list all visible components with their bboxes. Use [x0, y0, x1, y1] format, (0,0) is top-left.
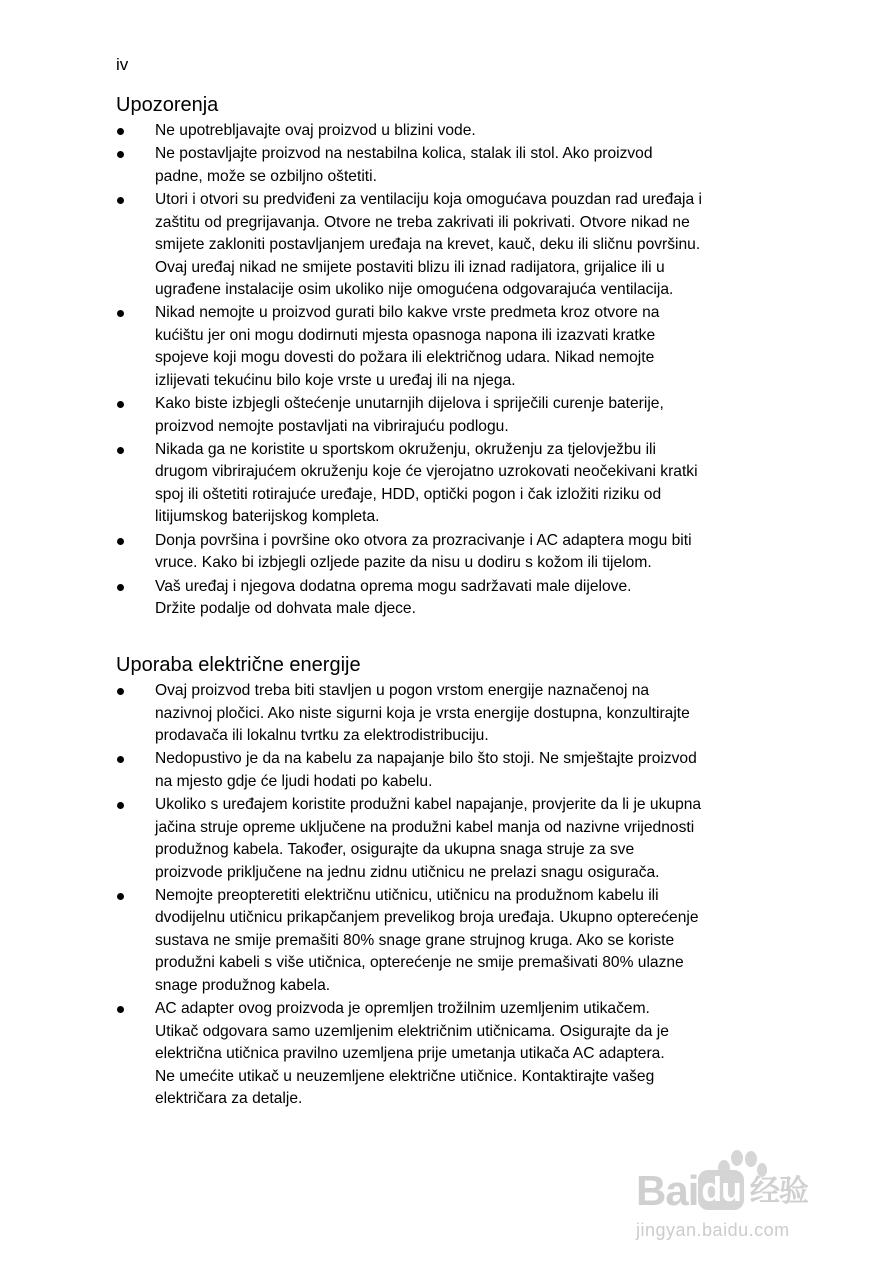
bullet-icon [117, 401, 124, 408]
bullet-icon [117, 756, 124, 763]
section-title: Uporaba električne energije [116, 654, 361, 676]
list-item-text: Ukoliko s uređajem koristite produžni kabel napajanje, provjerite da li je ukupna jačina struje opreme uključene na produžni kabel manja od nazivne vrijednosti produžnog kabela. Također, osigurajte da ukupna snaga struje za sve proizvode priključene na jednu zidnu utičnicu ne prelazi snagu osigurača. [155, 796, 702, 881]
bullet-icon [117, 538, 124, 545]
list-item-text: Ovaj proizvod treba biti stavljen u pogon vrstom energije naznačenoj na nazivnoj pločici. Ako niste sigurni koja je vrsta energije dostupna, konzultirajte prodavača ili lokalnu tvrtku za elektrodistribuciju. [155, 682, 690, 744]
section-power-usage [116, 653, 766, 1111]
list-item-text: Nemojte preopteretiti električnu utičnicu, utičnicu na produžnom kabelu ili dvodijelnu utičnicu prikapčanjem prevelikog broja uređaja. Ukupno opterećenje sustava ne smije premašiti 80% snage grane strujnog kruga. Ako se koriste produžni kabeli s više utičnica, opterećenje ne smije premašivati 80% ulazne snage produžnog kabela. [155, 886, 699, 994]
list-item-text: Utori i otvori su predviđeni za ventilaciju koja omogućava pouzdan rad uređaja i zaštitu od pregrijavanja. Otvore ne treba zakrivati ili pokrivati. Otvore nikad ne smijete zakloniti postavljanjem uređaja na krevet, kauč, deku ili sličnu površinu. Ovaj uređaj nikad ne smijete postaviti blizu ili iznad radijatora, grijalice ili u ugrađene instalacije osim ukoliko nije omogućena odgovarajuća ventilacija. [155, 191, 702, 299]
list-item-text: Ne postavljajte proizvod na nestabilna kolica, stalak ili stol. Ako proizvod padne, može se ozbiljno oštetiti. [155, 145, 653, 185]
list-item [116, 576, 766, 621]
list-item-text: AC adapter ovog proizvoda je opremljen trožilnim uzemljenim utikačem. Utikač odgovara samo uzemljenim električnim utičnicama. Osigurajte da je električna utičnica pravilno uzemljena prije umetanja utikača AC adaptera. Ne umećite utikač u neuzemljene električne utičnice. Kontaktirajte vašeg električara za detalje. [155, 1000, 669, 1108]
bullet-icon [117, 151, 124, 158]
list-item [116, 530, 766, 575]
list-item [116, 794, 766, 884]
section-title: Upozorenja [116, 94, 219, 116]
logo-jingyan: 经验 [749, 1174, 808, 1209]
list-item-text: Nedopustivo je da na kabelu za napajanje bilo što stoji. Ne smještajte proizvod na mjesto gdje će ljudi hodati po kabelu. [155, 750, 697, 790]
list-item-text: Vaš uređaj i njegova dodatna oprema mogu sadržavati male dijelove. Držite podalje od dohvata male djece. [155, 577, 632, 618]
bullet-icon [117, 128, 124, 135]
list-item [116, 439, 766, 529]
list-item [116, 120, 766, 143]
logo-du: du [698, 1170, 744, 1210]
bullet-icon [117, 1006, 124, 1013]
list-item-text: Nikada ga ne koristite u sportskom okruženju, okruženju za tjelovježbu ili drugom vibrirajućem okruženju koje će vjerojatno uzrokovati neočekivani kratki spoj ili oštetiti rotirajuće uređaje, HDD, optički pogon i čak izložiti riziku od litijumskog baterijskog kompleta. [155, 440, 698, 526]
list-item [116, 885, 766, 998]
list-item-text: Kako biste izbjegli oštećenje unutarnjih dijelova i spriječili curenje baterije, proizvod nemojte postavljati na vibrirajuću podlogu. [155, 395, 664, 435]
list-item-text: Ne upotrebljavajte ovaj proizvod u blizini vode. [155, 122, 476, 139]
bullet-icon [117, 893, 124, 900]
list-item [116, 998, 766, 1111]
section-warnings [116, 93, 766, 621]
bullet-icon [117, 584, 124, 591]
warnings-list [116, 120, 766, 621]
baidu-logo [636, 1166, 808, 1215]
power-list [116, 680, 766, 1111]
list-item [116, 393, 766, 438]
list-item-text: Donja površina i površine oko otvora za prozracivanje i AC adaptera mogu biti vruce. Kako bi izbjegli ozljede pazite da nisu u dodiru s kožom ili tijelom. [155, 531, 692, 572]
list-item [116, 680, 766, 748]
list-item [116, 189, 766, 302]
bullet-icon [117, 197, 124, 204]
bullet-icon [117, 310, 124, 317]
logo-bai: Bai [636, 1167, 699, 1214]
bullet-icon [117, 688, 124, 695]
bullet-icon [117, 447, 124, 454]
page-number: iv [116, 55, 129, 74]
list-item [116, 748, 766, 793]
list-item [116, 143, 766, 188]
list-item-text: Nikad nemojte u proizvod gurati bilo kakve vrste predmeta kroz otvore na kućištu jer oni mogu dodirnuti mjesta opasnoga napona ili izazvati kratke spojeve koji mogu dovesti do požara ili električnog udara. Nikad nemojte izlijevati tekućinu bilo koje vrste u uređaj ili na njega. [155, 304, 660, 389]
bullet-icon [117, 802, 124, 809]
list-item [116, 302, 766, 392]
baidu-jingyan-watermark [632, 1150, 842, 1250]
watermark-url: jingyan.baidu.com [636, 1220, 790, 1240]
